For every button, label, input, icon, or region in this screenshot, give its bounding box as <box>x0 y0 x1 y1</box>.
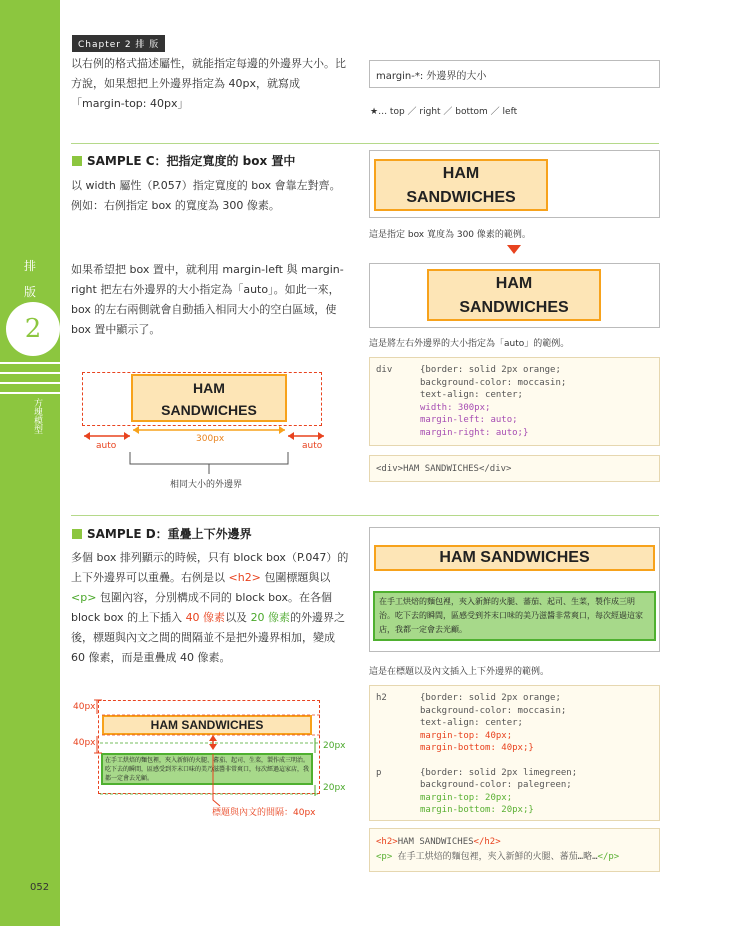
margin-20-label-b: 20px <box>323 783 346 793</box>
example-panel-margins <box>369 527 660 652</box>
p-close-tag: </p> <box>597 852 620 862</box>
sidebar-chapter-char-2: 版 <box>23 285 36 299</box>
syntax-note: ★… top ／ right ／ bottom ／ left <box>370 107 518 117</box>
sample-c-text-2: 如果希望把 box 置中，就利用 margin-left 與 margin-right 把左右外邊界的大小指定為「auto」。如此一來，box 的左右兩側就會自動插入相同大小的空白區域，使 box 置中顯示了。 <box>71 263 344 336</box>
sample-d-heading-text: SAMPLE D：重疊上下外邊界 <box>87 527 252 541</box>
syntax-text: margin-*: 外邊界的大小 <box>376 71 487 82</box>
green-value: 20 像素 <box>250 611 291 624</box>
sidebar-divider <box>0 362 60 364</box>
text-segment: 的外邊界之後，標題與內文之間的間隔並不是把外邊界相加，變成 60 像素，而是重疊成 40 像素。 <box>71 611 346 664</box>
sidebar-divider <box>0 382 60 384</box>
ham-box-centered <box>427 269 601 321</box>
heading-square-icon <box>72 156 82 166</box>
red-value: 40 像素 <box>185 611 226 624</box>
diagram-ham-box-full: HAM SANDWICHES <box>102 715 312 735</box>
same-margin-label: 相同大小的外邊界 <box>170 480 243 490</box>
section-divider <box>71 143 659 144</box>
sidebar-divider <box>0 392 60 394</box>
chapter-number-badge: 2 <box>6 302 60 356</box>
sidebar-chapter-char-1: 排 <box>23 259 36 273</box>
code-line: background-color: palegreen; <box>420 780 572 790</box>
code-line-highlight: margin-top: 20px; <box>420 792 513 803</box>
code-line-highlight: margin-top: 40px; <box>420 730 513 741</box>
code-line: text-align: center; <box>420 718 523 728</box>
ham-line-1: HAM <box>495 275 533 292</box>
text-segment: 多個 box 排列顯示的時候，只有 block box（P.047）的上下外邊界可以重疊。右例是以 <box>71 551 349 584</box>
sample-c-heading-text: SAMPLE C：把指定寬度的 box 置中 <box>87 154 296 168</box>
caption-auto: 這是將左右外邊界的大小指定為「auto」的範例。 <box>369 339 570 349</box>
code-line-highlight: margin-bottom: 40px;} <box>420 743 534 753</box>
code-line-highlight: margin-left: auto; <box>420 415 518 425</box>
h2-tag-inline: <h2> <box>228 571 261 584</box>
code-line-highlight: width: 300px; <box>420 402 491 413</box>
ham-box-full: HAM SANDWICHES <box>374 545 655 571</box>
p-tag-inline: <p> <box>71 591 97 604</box>
gap-label: 標題與內文的間隔：40px <box>212 808 316 818</box>
code-line: text-align: center; <box>420 390 523 400</box>
p-text: 在手工烘焙的麵包裡，夾入新鮮的火腿、蕃茄…略… <box>392 852 598 862</box>
code-line: {border: solid 2px orange; <box>420 365 561 375</box>
diagram-green-paragraph: 在手工烘焙的麵包裡，夾入新鮮的火腿、蕃茄、起司、生菜，製作成三明治。吃下去的瞬間，區感受到芥末口味的美乃滋醬非常爽口，每次經過這家店，我都一定會去光顧。 <box>101 753 313 785</box>
code-line: background-color: moccasin; <box>420 377 567 388</box>
page-number: 052 <box>30 882 50 893</box>
ham-line-1: HAM <box>193 380 225 396</box>
margin-40-mid-label: 40px <box>73 738 96 748</box>
h2-text: HAM SANDWICHES <box>397 837 474 847</box>
code-line-highlight: margin-right: auto;} <box>420 427 529 438</box>
auto-label-left: auto <box>96 441 117 451</box>
html-code-block-c <box>369 455 660 482</box>
intro-text: 以右例的格式描述屬性，就能指定每邊的外邊界大小。比方說，如果想把上外邊界指定為 40px，就寫成「margin-top: 40px」 <box>71 57 346 110</box>
code-html-line-p <box>376 850 653 865</box>
sidebar-divider <box>0 372 60 374</box>
sidebar <box>0 0 60 926</box>
heading-square-icon <box>72 529 82 539</box>
ham-line-2: SANDWICHES <box>459 299 569 316</box>
margin-20-label-a: 20px <box>323 741 346 751</box>
code-line: {border: solid 2px limegreen; <box>420 767 578 778</box>
sample-c-heading <box>72 152 295 169</box>
h2-open-tag: <h2> <box>376 837 398 847</box>
ham-line-2: SANDWICHES <box>161 402 257 418</box>
collapse-diagram-arrows <box>70 696 330 820</box>
code-html-line: <div>HAM SANDWICHES</div> <box>376 464 512 474</box>
code-line: {border: solid 2px orange; <box>420 693 561 703</box>
text-segment: 包圍標題與以 <box>260 571 331 584</box>
caption-width: 這是指定 box 寬度為 300 像素的範例。 <box>369 230 531 240</box>
sidebar-section-title: 方塊模型 <box>32 398 42 434</box>
sample-c-text-1: 以 width 屬性（P.057）指定寬度的 box 會靠左對齊。例如：右例指定 box 的寬度為 300 像素。 <box>71 179 341 212</box>
css-code-block-c <box>369 357 660 446</box>
text-segment: 以及 <box>225 611 251 624</box>
green-paragraph: 在手工烘焙的麵包裡，夾入新鮮的火腿、蕃茄、起司、生菜，製作成三明治。吃下去的瞬間，區感受到芥末口味的美乃滋醬非常爽口，每次經過這家店，我都一定會去光顧。 <box>373 591 656 641</box>
code-selector: div <box>376 365 393 375</box>
example-panel-centered <box>369 263 660 328</box>
example-panel-width <box>369 150 660 218</box>
margin-40-top-label: 40px <box>73 702 96 712</box>
auto-label-right: auto <box>302 441 323 451</box>
down-arrow-icon <box>507 245 521 254</box>
code-selector: p <box>376 767 382 778</box>
ham-box-left <box>374 159 548 211</box>
section-divider <box>71 515 659 516</box>
code-html-line-h2 <box>376 835 653 850</box>
html-code-block-d <box>369 828 660 872</box>
width-label: 300px <box>196 434 225 444</box>
syntax-panel <box>369 60 660 88</box>
caption-margins: 這是在標題以及內文插入上下外邊界的範例。 <box>369 667 550 677</box>
sample-d-text <box>71 548 351 668</box>
diagram-ham-box <box>131 374 287 422</box>
css-code-block-d <box>369 685 660 821</box>
ham-line-2: SANDWICHES <box>406 189 516 206</box>
code-line: background-color: moccasin; <box>420 705 567 716</box>
p-open-tag: <p> <box>376 852 393 862</box>
text-segment: 包圍內容，分別構成不同的 block box。在各個 block box 的上下插入 <box>71 591 332 624</box>
code-line-highlight: margin-bottom: 20px;} <box>420 805 534 815</box>
chapter-tag: Chapter 2 排 版 <box>72 35 165 52</box>
ham-line-1: HAM <box>442 165 480 182</box>
h2-close-tag: </h2> <box>473 837 501 847</box>
code-selector: h2 <box>376 693 387 703</box>
sample-d-heading <box>72 525 252 542</box>
